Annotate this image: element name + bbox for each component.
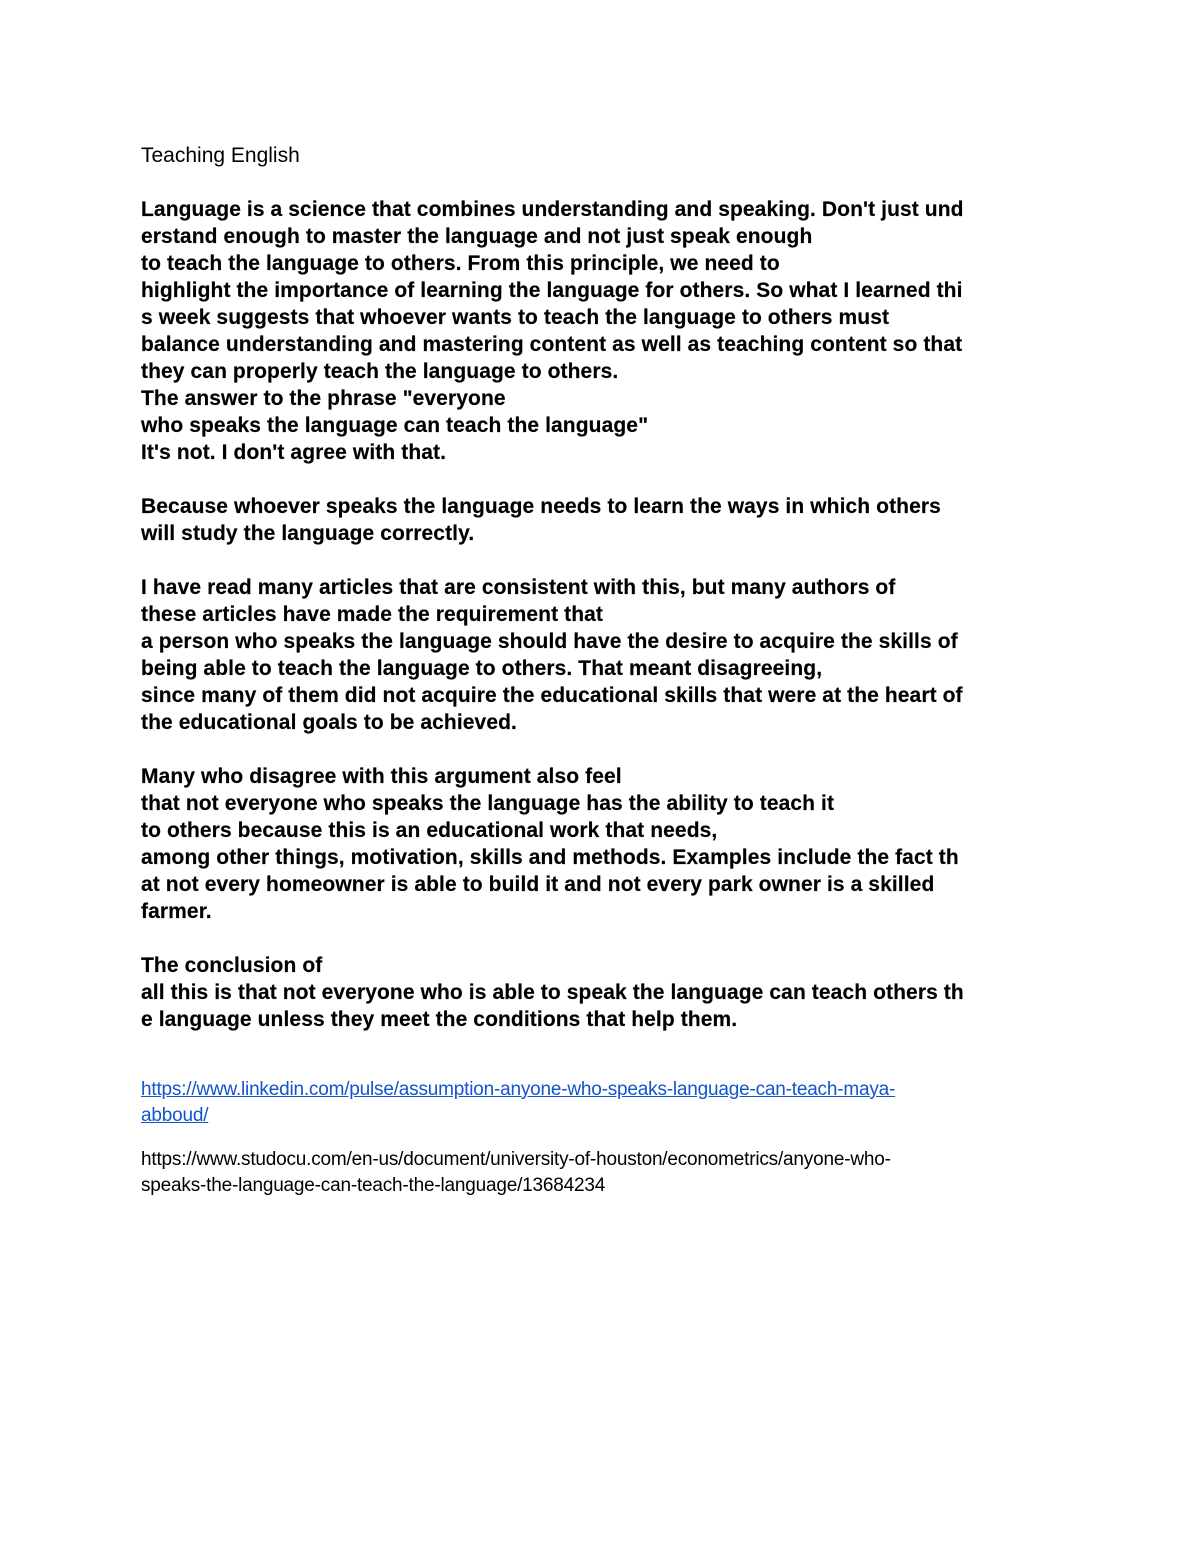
- paragraph-line: among other things, motivation, skills and methods. Examples include the fact th: [141, 846, 959, 869]
- paragraph-5: [141, 952, 1071, 1033]
- reference-line: speaks-the-language-can-teach-the-language/13684234: [141, 1175, 606, 1196]
- paragraph-line: the educational goals to be achieved.: [141, 711, 517, 734]
- reference-link-linkedin[interactable]: [141, 1077, 1071, 1129]
- paragraph-line: The conclusion of: [141, 954, 323, 977]
- paragraph-line: who speaks the language can teach the language": [141, 414, 649, 437]
- paragraph-line: they can properly teach the language to others.: [141, 360, 619, 383]
- paragraph-line: I have read many articles that are consistent with this, but many authors of: [141, 576, 896, 599]
- spacer: [141, 547, 1071, 574]
- paragraph-line: since many of them did not acquire the educational skills that were at the heart of: [141, 684, 963, 707]
- paragraph-4: [141, 763, 1071, 925]
- reference-line[interactable]: https://www.linkedin.com/pulse/assumption-anyone-who-speaks-language-can-teach-maya-: [141, 1079, 896, 1100]
- paragraph-line: to teach the language to others. From this principle, we need to: [141, 252, 780, 275]
- paragraph-line: Language is a science that combines understanding and speaking. Don't just und: [141, 198, 964, 221]
- paragraph-line: that not everyone who speaks the language has the ability to teach it: [141, 792, 835, 815]
- paragraph-line: s week suggests that whoever wants to teach the language to others must: [141, 306, 890, 329]
- paragraph-line: e language unless they meet the conditions that help them.: [141, 1008, 738, 1031]
- paragraph-line: will study the language correctly.: [141, 522, 475, 545]
- paragraph-1: [141, 196, 1071, 466]
- reference-line: https://www.studocu.com/en-us/document/university-of-houston/econometrics/anyone-who-: [141, 1149, 891, 1170]
- paragraph-line: these articles have made the requirement that: [141, 603, 603, 626]
- paragraph-line: at not every homeowner is able to build it and not every park owner is a skilled: [141, 873, 935, 896]
- paragraph-line: Because whoever speaks the language needs to learn the ways in which others: [141, 495, 941, 518]
- references: [141, 1077, 1071, 1199]
- spacer: [141, 925, 1071, 952]
- paragraph-line: The answer to the phrase "everyone: [141, 387, 506, 410]
- paragraph-line: being able to teach the language to others. That meant disagreeing,: [141, 657, 823, 680]
- paragraph-line: balance understanding and mastering content as well as teaching content so that: [141, 333, 963, 356]
- reference-studocu: [141, 1147, 1071, 1199]
- paragraph-2: [141, 493, 1071, 547]
- paragraph-line: erstand enough to master the language and not just speak enough: [141, 225, 813, 248]
- paragraph-line: to others because this is an educational work that needs,: [141, 819, 718, 842]
- paragraph-line: Many who disagree with this argument also feel: [141, 765, 622, 788]
- spacer: [141, 736, 1071, 763]
- document-title: Teaching English: [141, 144, 300, 167]
- paragraph-line: a person who speaks the language should have the desire to acquire the skills of: [141, 630, 958, 653]
- paragraph-line: highlight the importance of learning the language for others. So what I learned thi: [141, 279, 963, 302]
- spacer: [141, 169, 1071, 196]
- spacer: [141, 466, 1071, 493]
- paragraph-3: [141, 574, 1071, 736]
- paragraph-line: farmer.: [141, 900, 212, 923]
- paragraph-line: It's not. I don't agree with that.: [141, 441, 447, 464]
- spacer: [141, 1129, 1071, 1147]
- paragraph-line: all this is that not everyone who is able to speak the language can teach others th: [141, 981, 964, 1004]
- reference-line[interactable]: abboud/: [141, 1105, 209, 1126]
- document-body: [141, 142, 1071, 1033]
